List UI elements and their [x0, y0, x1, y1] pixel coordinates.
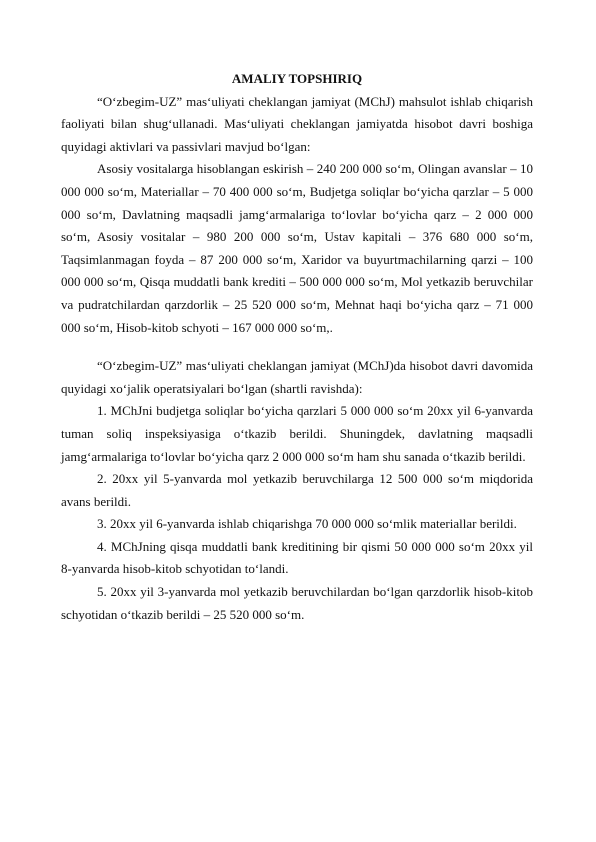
operation-item: 2. 20xx yil 5-yanvarda mol yetkazib beruvchilarga 12 500 000 so‘m miqdorida avans berildi.	[61, 471, 533, 509]
operation-item: 1. MChJni budjetga soliqlar bo‘yicha qarzlari 5 000 000 so‘m 20xx yil 6-yanvarda tuman soliq inspeksiyasiga o‘tkazib berildi. Shuningdek, davlatning maqsadli jamg‘armalariga to‘lovlar bo‘yicha qarz 2 000 000 so‘m ham shu sanada o‘tkazib berildi.	[61, 403, 533, 464]
document-page	[61, 68, 533, 626]
operation-item: 5. 20xx yil 3-yanvarda mol yetkazib beruvchilardan bo‘lgan qarzdorlik hisob-kitob schyotidan o‘tkazib berildi – 25 520 000 so‘m.	[61, 584, 533, 622]
paragraph-spacer	[61, 339, 533, 355]
operations-intro-paragraph: “O‘zbegim-UZ” mas‘uliyati cheklangan jamiyat (MChJ)da hisobot davri davomida quyidagi xo‘jalik operatsiyalari bo‘lgan (shartli ravishda):	[61, 358, 533, 396]
document-title: AMALIY TOPSHIRIQ	[231, 71, 363, 86]
operation-item: 3. 20xx yil 6-yanvarda ishlab chiqarishga 70 000 000 so‘mlik materiallar berildi.	[97, 516, 517, 532]
operation-item: 4. MChJning qisqa muddatli bank kreditining bir qismi 50 000 000 so‘m 20xx yil 8-yanvarda hisob-kitob schyotidan to‘landi.	[61, 538, 533, 577]
intro-paragraph: “O‘zbegim-UZ” mas‘uliyati cheklangan jamiyat (MChJ) mahsulot ishlab chiqarish faoliyati bilan shug‘ullanadi. Mas‘uliyati cheklangan jamiyatda hisobot davri boshiga quyidagi aktivlari va passivlari mavjud bo‘lgan:	[61, 93, 533, 154]
balance-items-paragraph: Asosiy vositalarga hisoblangan eskirish – 240 200 000 so‘m, Olingan avanslar – 10 000 000 so‘m, Materiallar – 70 400 000 so‘m, Budjetga soliqlar bo‘yicha qarzlar – 5 000 000 so‘m, Davlatning maqsadli jamg‘armalariga to‘lovlar bo‘yicha qarz – 2 000 000 so‘m, Asosiy vositalar – 980 200 000 so‘m, Ustav kapitali – 376 680 000 so‘m, Taqsimlanmagan foyda – 87 200 000 so‘m, Xaridor va buyurtmachilarning qarzi – 100 000 000 so‘m, Qisqa muddatli bank krediti – 500 000 000 so‘m, Mol yetkazib beruvchilar va pudratchilardan qarzdorlik – 25 520 000 so‘m, Mehnat haqi bo‘yicha qarz – 71 000 000 so‘m, Hisob-kitob schyoti – 167 000 000 so‘m,.	[61, 161, 533, 335]
